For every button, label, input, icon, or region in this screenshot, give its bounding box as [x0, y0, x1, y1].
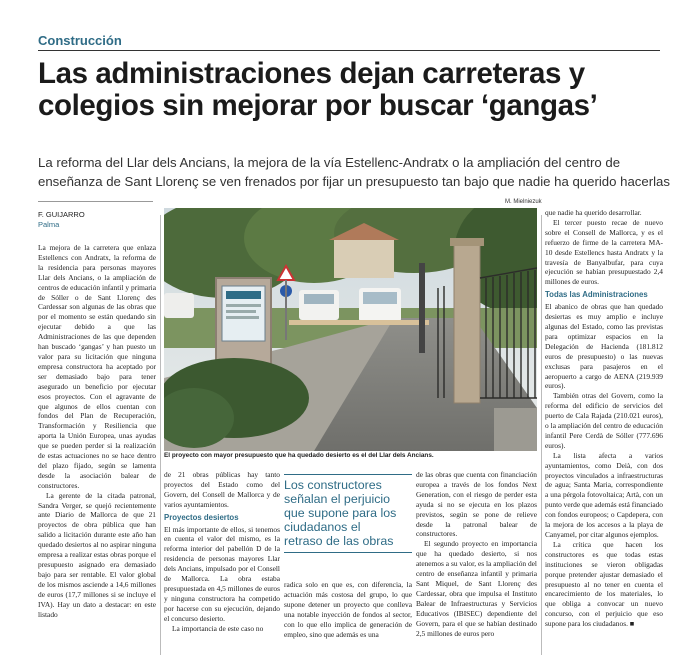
byline-place: Palma: [38, 220, 60, 229]
pull-quote-line-1: Los constructores: [284, 478, 382, 492]
col1-paragraph-2: La gerente de la citada patronal, Sandra Verger, se quejó recientemente ante Diario de Mallorca de que 21 proyectos de obra pública que han salido a licitación durante este año han quedado desiertos al no aspirar ninguna empresa a realizar estas obras porque el presupuesto asignado era demasiado bajo para ser rentable. El valor global de los mismos asciende a 14,6 millones de euros (17,7 millones si se incluye el IVA). Hay un dato a destacar: en este listado: [38, 490, 156, 619]
col5-paragraph-3: El abanico de obras que han quedado desiertas es muy amplio e incluye algunas del Estado, como las previstas para optimizar espacios en la Delegación de Hacienda (181.812 euros de presupuesto) o las nuevas exclusas para pasajeros en el aeropuerto a cargo de AENA (219.939 euros).: [545, 302, 663, 391]
col2-paragraph-2: El más importante de ellos, si tenemos en cuenta el valor del mismo, es la reforma interior del pabellón D de la residencia de personas mayores Llar dels Ancians, impulsado por el Consell de Mallorca. La obra estaba presupuestada en 4,5 millones de euros y ninguna constructora ha competido por hacerse con su ejecución, dejando el concurso desierto.: [164, 524, 280, 623]
photo-illustration: [164, 208, 537, 451]
column-divider-1: [160, 215, 161, 655]
pull-quote: [284, 474, 412, 553]
col4-paragraph-1: de las obras que cuenta con financiación europea a través de los fondos Next Generation, con el riesgo de perder esta ayuda si no se ejecuta en los plazos previstos, según se pone de relieve desde la patronal balear de constructores.: [416, 470, 537, 539]
column-4: [416, 470, 537, 658]
byline-author: F. GUIJARRO: [38, 210, 85, 219]
pull-quote-line-2: señalan el perjuicio: [284, 492, 391, 506]
subheadline: [38, 153, 668, 191]
article-photo: [164, 208, 537, 451]
col4-paragraph-2: El segundo proyecto en importancia que ha quedado desierto, si nos atenemos a su valor, es la ampliación del centro de enseñanza infantil y primaria Sant Miquel, de Sant Llorenç des Cardessar, obra que impulsa el Instituto Balear de Infraestructuras y Servicios Educativos (IBISEC) dependiente del Govern, para el que se habían destinado 2,5 millones de euros pero: [416, 539, 537, 638]
col1-paragraph-1: La mejora de la carretera que enlaza Estellencs con Andratx, la reforma de la residencia para personas mayores Llar dels Ancians, o la ampliación de centros de educación infantil y primaria de Sóller o de Sant Llorenç des Cardessar son algunas de las obras que por el momento se están quedando sin ejecutar debido a que las Administraciones de las que dependen han buscado ‘gangas’ y han puesto un valor para su licitación que ninguna empresa constructora ha aceptado por ser demasiado bajo para tener asegurado un beneficio por ejecutar esos proyectos. Con el agravante de que algunos de ellos cuentan con fondos del Plan de Recuperación, Transformación y Resiliencia que aporta la Unión Europea, unas ayudas que se pueden perder si la realización de estas actuaciones no se hace dentro del plazo fijado, según se lamenta desde la asociación balear de constructores.: [38, 243, 156, 490]
col5-paragraph-2: El tercer puesto recae de nuevo sobre el Consell de Mallorca, y es el refuerzo de firme de la carretera MA-10 desde Estellencs hasta Andratx y la travesía de Banyalbufar, para cuya ejecución se habían presupuestado 2,4 millones de euros.: [545, 217, 663, 287]
col5-paragraph-6: La crítica que hacen los constructores es que todas estas instituciones se vieron obligadas porque pretender ajustar demasiado el presupuesto al no tener en cuenta el encarecimiento de los materiales, lo que obliga a convocar un nuevo concurso, con el perjuicio que eso supone para los ciudadanos. ■: [545, 539, 663, 629]
column-2: [164, 470, 280, 658]
column-5: [545, 208, 663, 658]
section-label: Construcción: [38, 33, 122, 48]
photo-credit: M. Mielniezuk: [505, 199, 542, 205]
pull-quote-line-3: que supone para los: [284, 506, 397, 520]
col3-paragraph-1: radica solo en que es, con diferencia, la actuación más costosa del grupo, lo que supone detener un proyecto que conlleva una notable inyección de fondos al sector, con lo que ello implica de generación de empleo, sino que además es una: [284, 580, 412, 639]
column-divider-4: [541, 215, 542, 655]
byline-rule: [38, 201, 153, 202]
col5-paragraph-5: La lista afecta a varios ayuntamientos, como Deià, con dos proyectos vinculados a infraestructuras de agua; Santa Maria, correspondiente a una pérgola fotovoltaica; Artà, con un punto verde que además está financiado con fondos europeos; o Capdepera, con la mejora de los accesos a la playa de Canyamel, por citar algunos ejemplos.: [545, 450, 663, 539]
col5-paragraph-1: que nadie ha querido desarrollar.: [545, 208, 642, 217]
col5-subheading: Todas las Administraciones: [545, 290, 648, 300]
top-rule: [38, 50, 660, 51]
pull-quote-line-4: ciudadanos el: [284, 520, 361, 534]
pull-quote-line-5: retraso de las obras: [284, 534, 394, 548]
col2-paragraph-1: de 21 obras públicas hay tanto proyectos del Estado como del Govern, del Consell de Mallorca y de varios ayuntamientos.: [164, 470, 280, 509]
headline-line-1: Las administraciones dejan carreteras y: [38, 57, 585, 90]
byline: [38, 210, 85, 230]
col5-paragraph-4: También otras del Govern, como la reforma del edificio de servicios del puerto de Cala Rajada (210.021 euros), o la ampliación del centro de educación infantil Pere Cerdà de Sóller (777.696 euros).: [545, 391, 663, 450]
headline: [38, 58, 668, 122]
subheadline-line-2: enseñanza de Sant Llorenç se ven frenados por fijar un presupuesto tan bajo que nadie ha querido hacerlas: [38, 174, 670, 189]
subheadline-line-1: La reforma del Llar dels Ancians, la mejora de la vía Estellenc-Andratx o la ampliación del centro de: [38, 155, 621, 170]
column-1: [38, 243, 156, 658]
column-3: [284, 580, 412, 658]
col2-subheading: Proyectos desiertos: [164, 512, 239, 522]
photo-caption: [164, 452, 537, 459]
col2-paragraph-3: La importancia de este caso no: [172, 623, 264, 633]
headline-line-2: colegios sin mejorar por buscar ‘gangas’: [38, 89, 598, 122]
photo-caption-text: El proyecto con mayor presupuesto que ha quedado desierto es el del Llar dels Ancians.: [164, 452, 434, 459]
